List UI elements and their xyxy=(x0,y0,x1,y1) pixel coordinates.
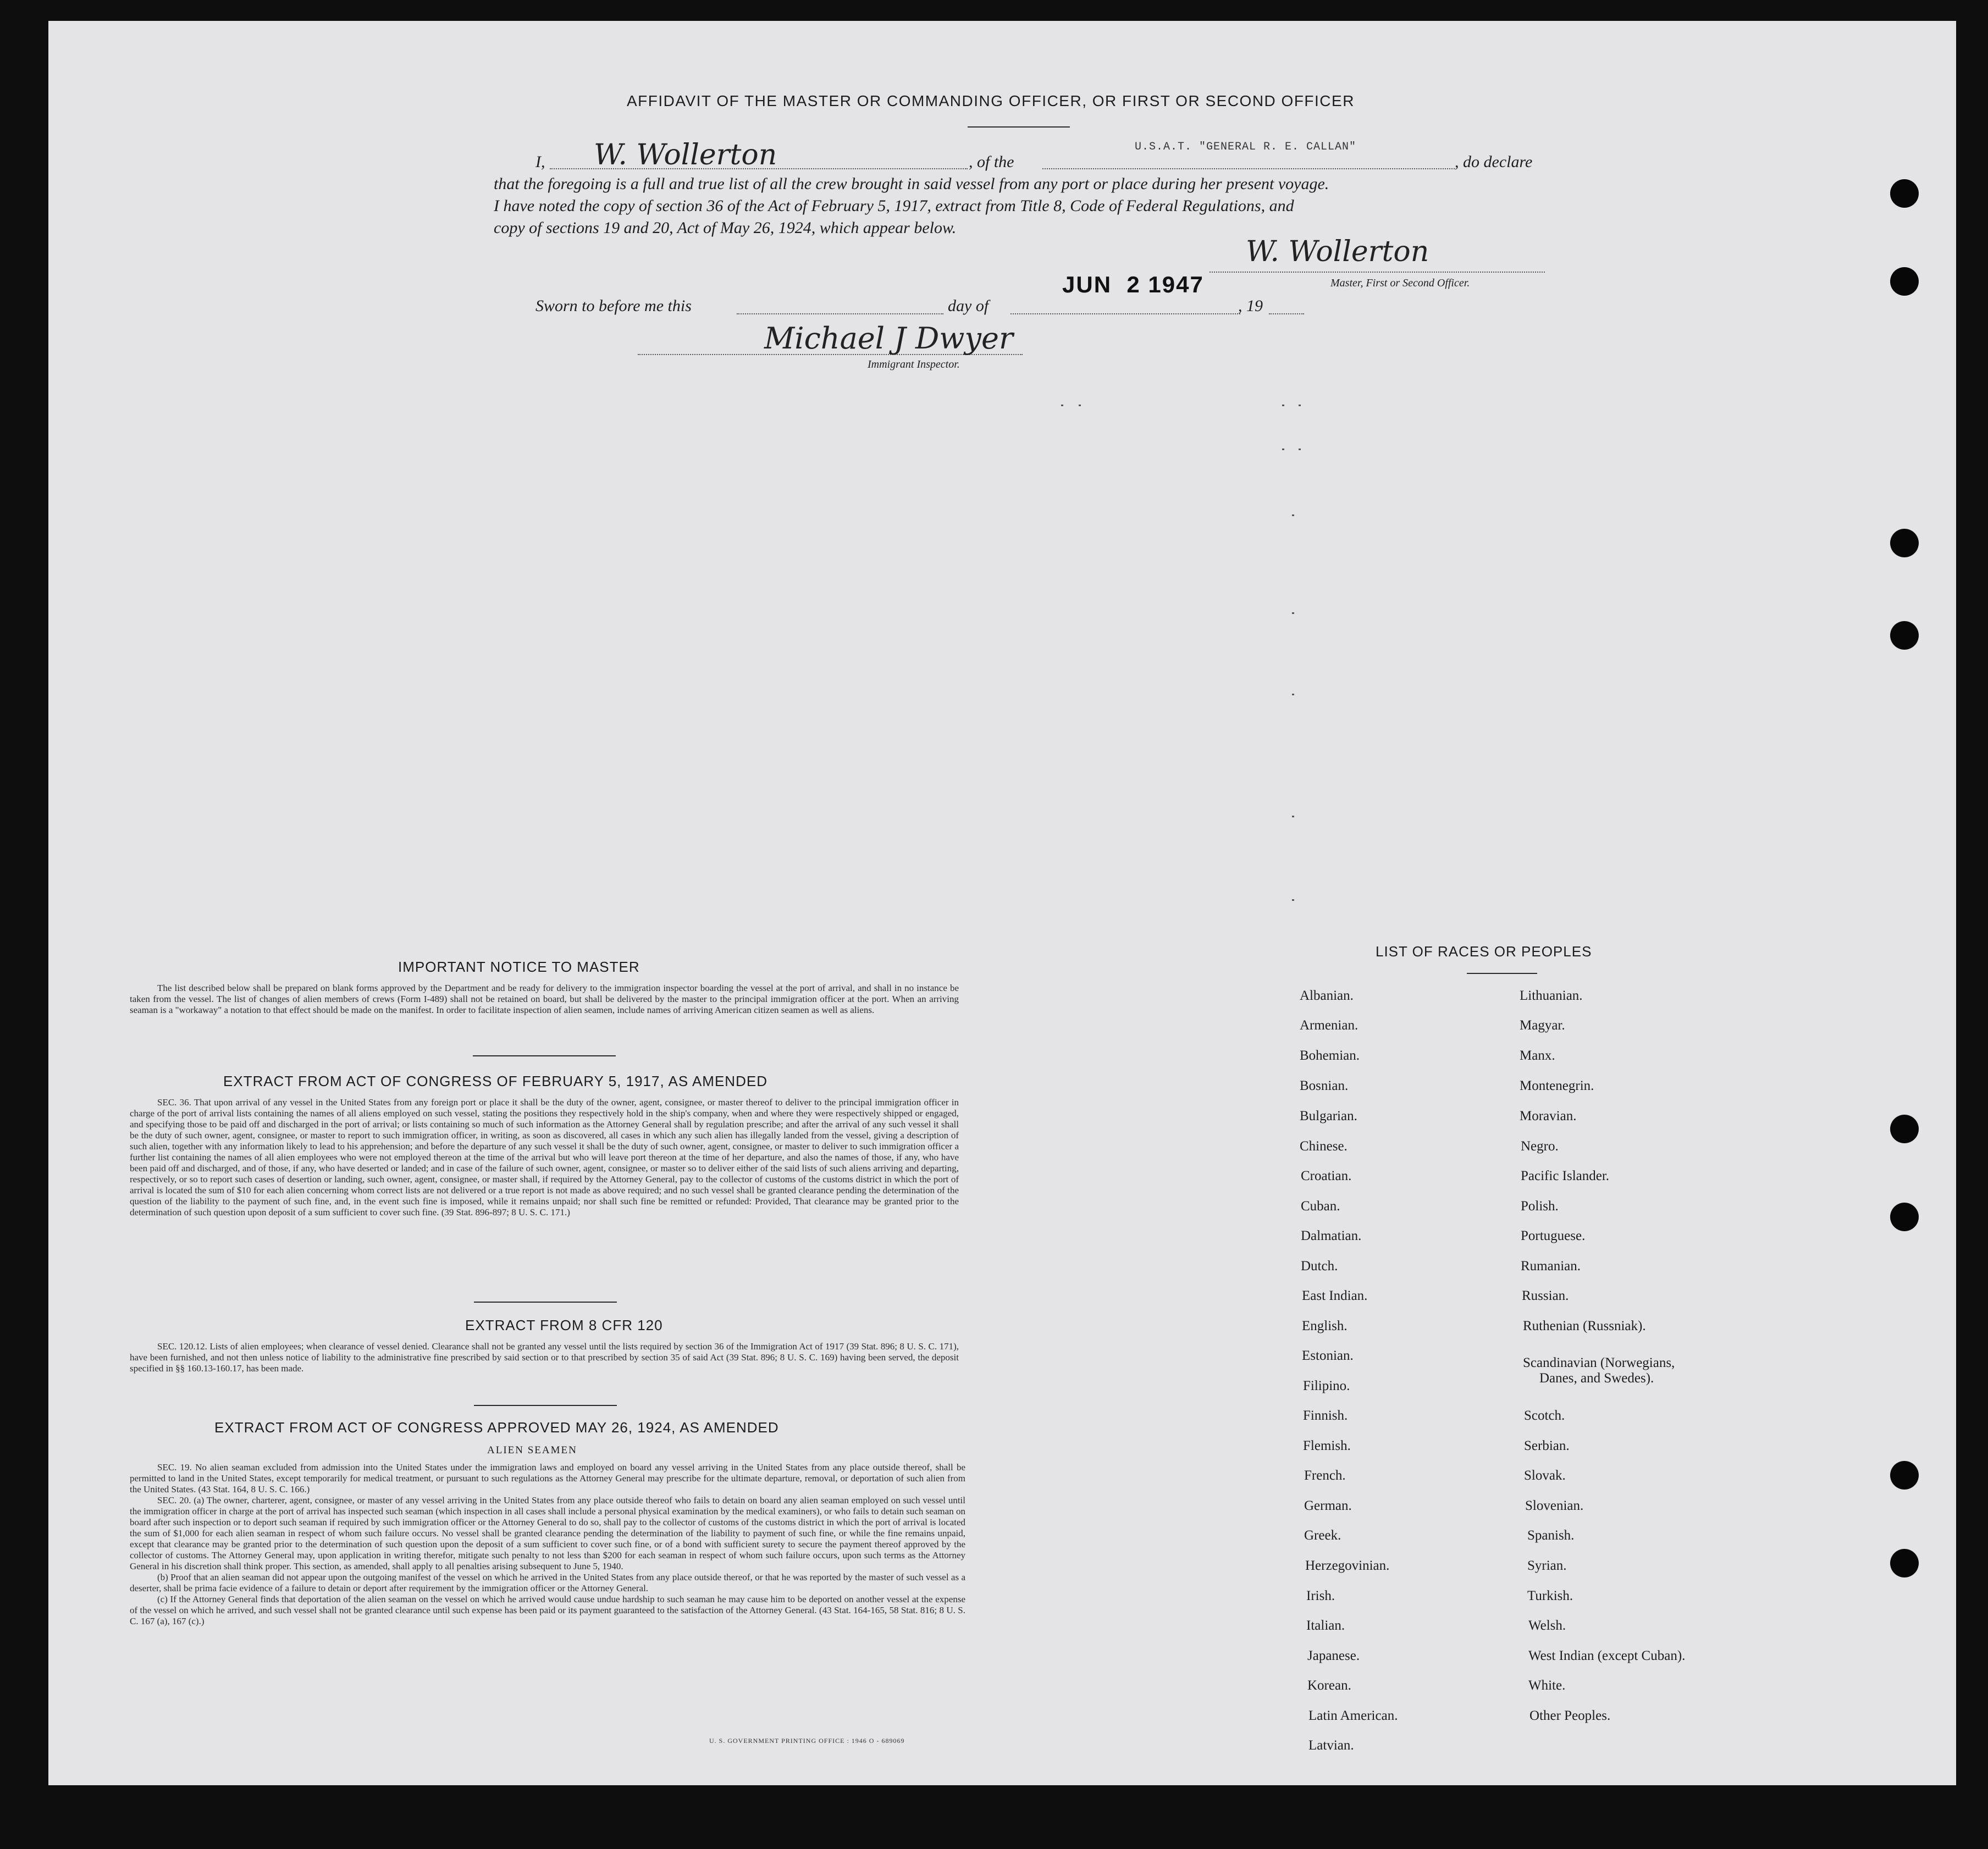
section-rule xyxy=(474,1405,617,1406)
race-item: Armenian. xyxy=(1300,1018,1359,1033)
vessel-line xyxy=(1042,168,1455,169)
race-item: Magyar. xyxy=(1520,1018,1565,1033)
sworn-month-line xyxy=(1010,313,1240,314)
race-item: Italian. xyxy=(1306,1618,1345,1633)
sec19-paragraph: SEC. 19. No alien seaman excluded from admission into the United States under the immigration laws and employed on board any vessel arriving in the United States from any place outside thereof, shall be permitted to land in the United States, except temporarily for medical treatment, or pursuant to such regulations as the Attorney General may prescribe for the ultimate departure, removal, or deportation of such alien from the United States. (43 Stat. 164, 8 U. S. C. 166.) xyxy=(130,1462,965,1494)
race-item: Scotch. xyxy=(1524,1408,1565,1423)
race-item: Croatian. xyxy=(1301,1169,1352,1183)
race-item: Bulgarian. xyxy=(1300,1109,1357,1123)
notice-heading: IMPORTANT NOTICE TO MASTER xyxy=(398,959,640,975)
race-item: Albanian. xyxy=(1300,988,1354,1003)
extract-1924-text xyxy=(130,1462,965,1627)
race-item: West Indian (except Cuban). xyxy=(1528,1648,1686,1663)
race-item: Cuban. xyxy=(1301,1199,1340,1214)
race-item: Turkish. xyxy=(1527,1588,1573,1603)
race-item: Latin American. xyxy=(1308,1708,1398,1723)
sec36-paragraph: SEC. 36. That upon arrival of any vessel in the United States from any foreign port or place it shall be the duty of the owner, agent, consignee, or master thereof to deliver to the principal immigration officer in charge of the port of arrival lists containing the names of all aliens employed on such vessel, stating the positions they respectively hold in the ship's company, when and where they were respectively shipped or engaged, and specifying those to be paid off and discharged in the port of arrival; or lists containing so much of such information as the Attorney General shall by regulation prescribe; and after the arrival of any such vessel it shall be the duty of such owner, agent, consignee, or master to report to such immigration officer, in writing, as soon as discovered, all cases in which any such alien has illegally landed from the vessel, giving a description of such alien, together with any information likely to lead to his apprehension; and before the departure of any such vessel it shall be the duty of such owner, agent, consignee, or master to deliver to such immigration officer a further list containing the names of all alien employees who were not employed thereon at the time of the arrival but who will leave port thereon at the time of her departure, and also the names of those, if any, who have been paid off and discharged, and of those, if any, who have deserted or landed; and in case of the failure of such owner, agent, consignee, or master so to deliver either of the said lists of such aliens arriving and departing, respectively, or so to report such cases of desertion or landing, such owner, agent, consignee, or master shall, if required by the Attorney General, pay to the collector of customs of the customs district in which the port of arrival is located the sum of $10 for each alien concerning whom correct lists are not delivered or a true report is not made as above required; and no such vessel shall be granted clearance pending the determination of the question of the liability to the payment of such fine, and, in the event such fine is imposed, while it remains unpaid; nor shall such fine be remitted or refunded: Provided, That clearance may be granted prior to the determination of such question upon deposit of a sum sufficient to cover such fine. (39 Stat. 896-897; 8 U. S. C. 171.) xyxy=(130,1097,959,1217)
race-item: Dutch. xyxy=(1301,1259,1338,1274)
punch-hole xyxy=(1890,267,1919,296)
master-caption: Master, First or Second Officer. xyxy=(1330,277,1470,289)
master-signature-line xyxy=(1210,272,1545,273)
punch-hole xyxy=(1890,621,1919,650)
column-tick xyxy=(1292,514,1294,516)
race-item: Japanese. xyxy=(1307,1648,1360,1663)
race-item: Spanish. xyxy=(1527,1528,1575,1543)
race-item: English. xyxy=(1302,1319,1348,1333)
master-name-handwritten: W. Wollerton xyxy=(594,139,777,171)
i-label: I, xyxy=(535,153,545,171)
race-item: East Indian. xyxy=(1302,1288,1368,1303)
column-tick xyxy=(1079,405,1081,406)
race-item: Negro. xyxy=(1521,1139,1559,1154)
date-stamp: JUN 2 1947 xyxy=(1062,272,1204,297)
race-item: White. xyxy=(1528,1678,1566,1693)
race-item: Danes, and Swedes). xyxy=(1539,1371,1654,1386)
day-of-label: day of xyxy=(948,297,989,315)
column-tick xyxy=(1292,816,1294,817)
title-rule xyxy=(968,126,1070,128)
race-item: Pacific Islander. xyxy=(1521,1169,1610,1183)
race-item: Finnish. xyxy=(1303,1408,1348,1423)
alien-seamen-subheading: ALIEN SEAMEN xyxy=(487,1444,577,1456)
cfr-paragraph: SEC. 120.12. Lists of alien employees; when clearance of vessel denied. Clearance shall not be granted any vessel until the lists required by section 36 of the Immigration Act of 1917 (39 Stat. 896; 8 U. S. C. 171), have been furnished, and not then unless notice of liability to the administrative fine prescribed by said section or to that prescribed by section 35 of said Act (39 Stat. 896; 8 U. S. C. 169) having been served, the deposit specified in §§ 160.13-160.17, has been made. xyxy=(130,1341,959,1374)
column-tick xyxy=(1299,449,1301,450)
sec20b-paragraph: (b) Proof that an alien seaman did not appear upon the outgoing manifest of the vessel on which he arrived in the United States from any place outside thereof, or that he was reported by the master of such vessel as a deserter, shall be prima facie evidence of a failure to detain or deport after requirement by the immigration officer or the Attorney General. xyxy=(130,1572,965,1593)
race-item: Latvian. xyxy=(1308,1738,1354,1753)
races-heading: LIST OF RACES OR PEOPLES xyxy=(1376,943,1592,960)
column-tick xyxy=(1282,405,1284,406)
race-item: Moravian. xyxy=(1520,1109,1577,1123)
race-item: Ruthenian (Russniak). xyxy=(1523,1319,1646,1333)
do-declare-label: , do declare xyxy=(1455,153,1533,171)
extract-1917-heading: EXTRACT FROM ACT OF CONGRESS OF FEBRUARY 5, 1917, AS AMENDED xyxy=(223,1073,767,1089)
sworn-day-line xyxy=(737,313,943,314)
race-item: Irish. xyxy=(1306,1588,1335,1603)
race-item: Korean. xyxy=(1307,1678,1351,1693)
race-item: Manx. xyxy=(1520,1048,1555,1063)
punch-hole xyxy=(1890,1115,1919,1143)
punch-hole xyxy=(1890,1549,1919,1577)
races-rule xyxy=(1467,973,1537,974)
column-tick xyxy=(1292,612,1294,614)
sec20c-paragraph: (c) If the Attorney General finds that deportation of the alien seaman on the vessel on which he arrived would cause undue hardship to such seaman he may cause him to be deported on another vessel at the expense of the vessel on which he arrived, and such vessel shall not be granted clearance until such expense has been paid or its payment guaranteed to the satisfaction of the Attorney General. (43 Stat. 164-165, 58 Stat. 816; 8 U. S. C. 167 (a), 167 (c).) xyxy=(130,1594,965,1626)
year-line xyxy=(1269,313,1304,314)
extract-1917-text xyxy=(130,1097,959,1218)
race-item: Filipino. xyxy=(1303,1379,1350,1393)
inspector-caption: Immigrant Inspector. xyxy=(868,358,960,370)
race-item: Greek. xyxy=(1304,1528,1341,1543)
column-tick xyxy=(1292,694,1294,695)
race-item: Serbian. xyxy=(1524,1438,1570,1453)
declaration-line-2: that the foregoing is a full and true list of all the crew brought in said vessel from any port or place during her present voyage. xyxy=(494,175,1329,193)
race-item: Syrian. xyxy=(1527,1558,1567,1573)
sworn-label: Sworn to before me this xyxy=(535,297,692,315)
punch-hole xyxy=(1890,529,1919,557)
race-item: Slovak. xyxy=(1524,1468,1566,1483)
race-item: Rumanian. xyxy=(1521,1259,1581,1274)
race-item: Portuguese. xyxy=(1521,1228,1586,1243)
race-item: Bohemian. xyxy=(1300,1048,1360,1063)
race-item: Herzegovinian. xyxy=(1305,1558,1390,1573)
declaration-line-4: copy of sections 19 and 20, Act of May 26, 1924, which appear below. xyxy=(494,219,957,237)
affidavit-title: AFFIDAVIT OF THE MASTER OR COMMANDING OFFICER, OR FIRST OR SECOND OFFICER xyxy=(627,92,1355,109)
race-item: Lithuanian. xyxy=(1520,988,1583,1003)
notice-paragraph: The list described below shall be prepared on blank forms approved by the Department and be ready for delivery to the immigration inspector boarding the vessel at the port of arrival, and shall in no instance be taken from the vessel. The list of changes of alien members of crews (Form I-489) shall not be retained on board, but shall be delivered by the master to the principal immigration officer at the port. When an arriving seaman is a "workaway" a notation to that effect should be made on the manifest. In order to facilitate inspection of alien seamen, include names of arriving American citizen seamen as well as aliens. xyxy=(130,983,959,1015)
race-item: German. xyxy=(1304,1498,1352,1513)
punch-hole xyxy=(1890,1461,1919,1490)
punch-hole xyxy=(1890,179,1919,208)
of-the-label: , of the xyxy=(969,153,1014,171)
section-rule xyxy=(474,1302,617,1303)
notice-text xyxy=(130,983,959,1016)
cfr-text xyxy=(130,1341,959,1374)
section-rule xyxy=(473,1055,616,1056)
column-tick xyxy=(1292,899,1294,901)
race-item: Polish. xyxy=(1521,1199,1559,1214)
declaration-line-3: I have noted the copy of section 36 of the Act of February 5, 1917, extract from Title 8, Code of Federal Regulations, and xyxy=(494,197,1294,215)
race-item: Montenegrin. xyxy=(1520,1078,1594,1093)
race-item: French. xyxy=(1304,1468,1346,1483)
punch-hole xyxy=(1890,1203,1919,1231)
race-item: Dalmatian. xyxy=(1301,1228,1362,1243)
race-item: Chinese. xyxy=(1300,1139,1348,1154)
master-signature: W. Wollerton xyxy=(1246,235,1429,268)
race-item: Russian. xyxy=(1522,1288,1569,1303)
year-label: , 19 xyxy=(1238,297,1263,315)
race-item: Bosnian. xyxy=(1300,1078,1349,1093)
column-tick xyxy=(1282,449,1284,450)
column-tick xyxy=(1299,405,1301,406)
sec20a-paragraph: SEC. 20. (a) The owner, charterer, agent, consignee, or master of any vessel arriving in the United States from any place outside thereof who fails to detain on board any alien seaman employed on such vessel until the immigration officer in charge at the port of arrival has inspected such seaman (which inspection in all cases shall include a personal physical examination by the medical examiners), or who fails to detain such seaman on board after such inspection or to deport such seaman if required by such immigration officer or the Attorney General to do so, shall pay to the collector of customs of the customs district in which the port of arrival is located the sum of $1,000 for each alien seaman in respect of whom such failure occurs. No vessel shall be granted clearance pending the determination of the liability to payment of such fine, or while the fine remains unpaid, except that clearance may be granted prior to the determination of such question upon the deposit of a sum sufficient to cover such fine, or of a bond with sufficient surety to secure the payment thereof approved by the collector of customs. The Attorney General may, upon application in writing therefor, mitigate such penalty to not less than $200 for each seaman in respect of whom such failure occurs, upon such terms as the Attorney General in his discretion shall think proper. This section, as amended, shall apply to all penalties arising subsequent to June 5, 1940. xyxy=(130,1495,965,1571)
column-tick xyxy=(1061,405,1063,406)
extract-1924-heading: EXTRACT FROM ACT OF CONGRESS APPROVED MAY 26, 1924, AS AMENDED xyxy=(214,1419,779,1436)
printer-imprint: U. S. GOVERNMENT PRINTING OFFICE : 1946 O - 689069 xyxy=(709,1737,905,1745)
race-item: Other Peoples. xyxy=(1529,1708,1611,1723)
inspector-signature: Michael J Dwyer xyxy=(764,321,1013,356)
vessel-name-stamp: U.S.A.T. "GENERAL R. E. CALLAN" xyxy=(1135,141,1357,153)
cfr-heading: EXTRACT FROM 8 CFR 120 xyxy=(465,1317,663,1333)
race-item: Slovenian. xyxy=(1525,1498,1584,1513)
race-item: Scandinavian (Norwegians, xyxy=(1523,1355,1675,1370)
race-item: Estonian. xyxy=(1302,1348,1354,1363)
race-item: Welsh. xyxy=(1528,1618,1566,1633)
race-item: Flemish. xyxy=(1303,1438,1351,1453)
